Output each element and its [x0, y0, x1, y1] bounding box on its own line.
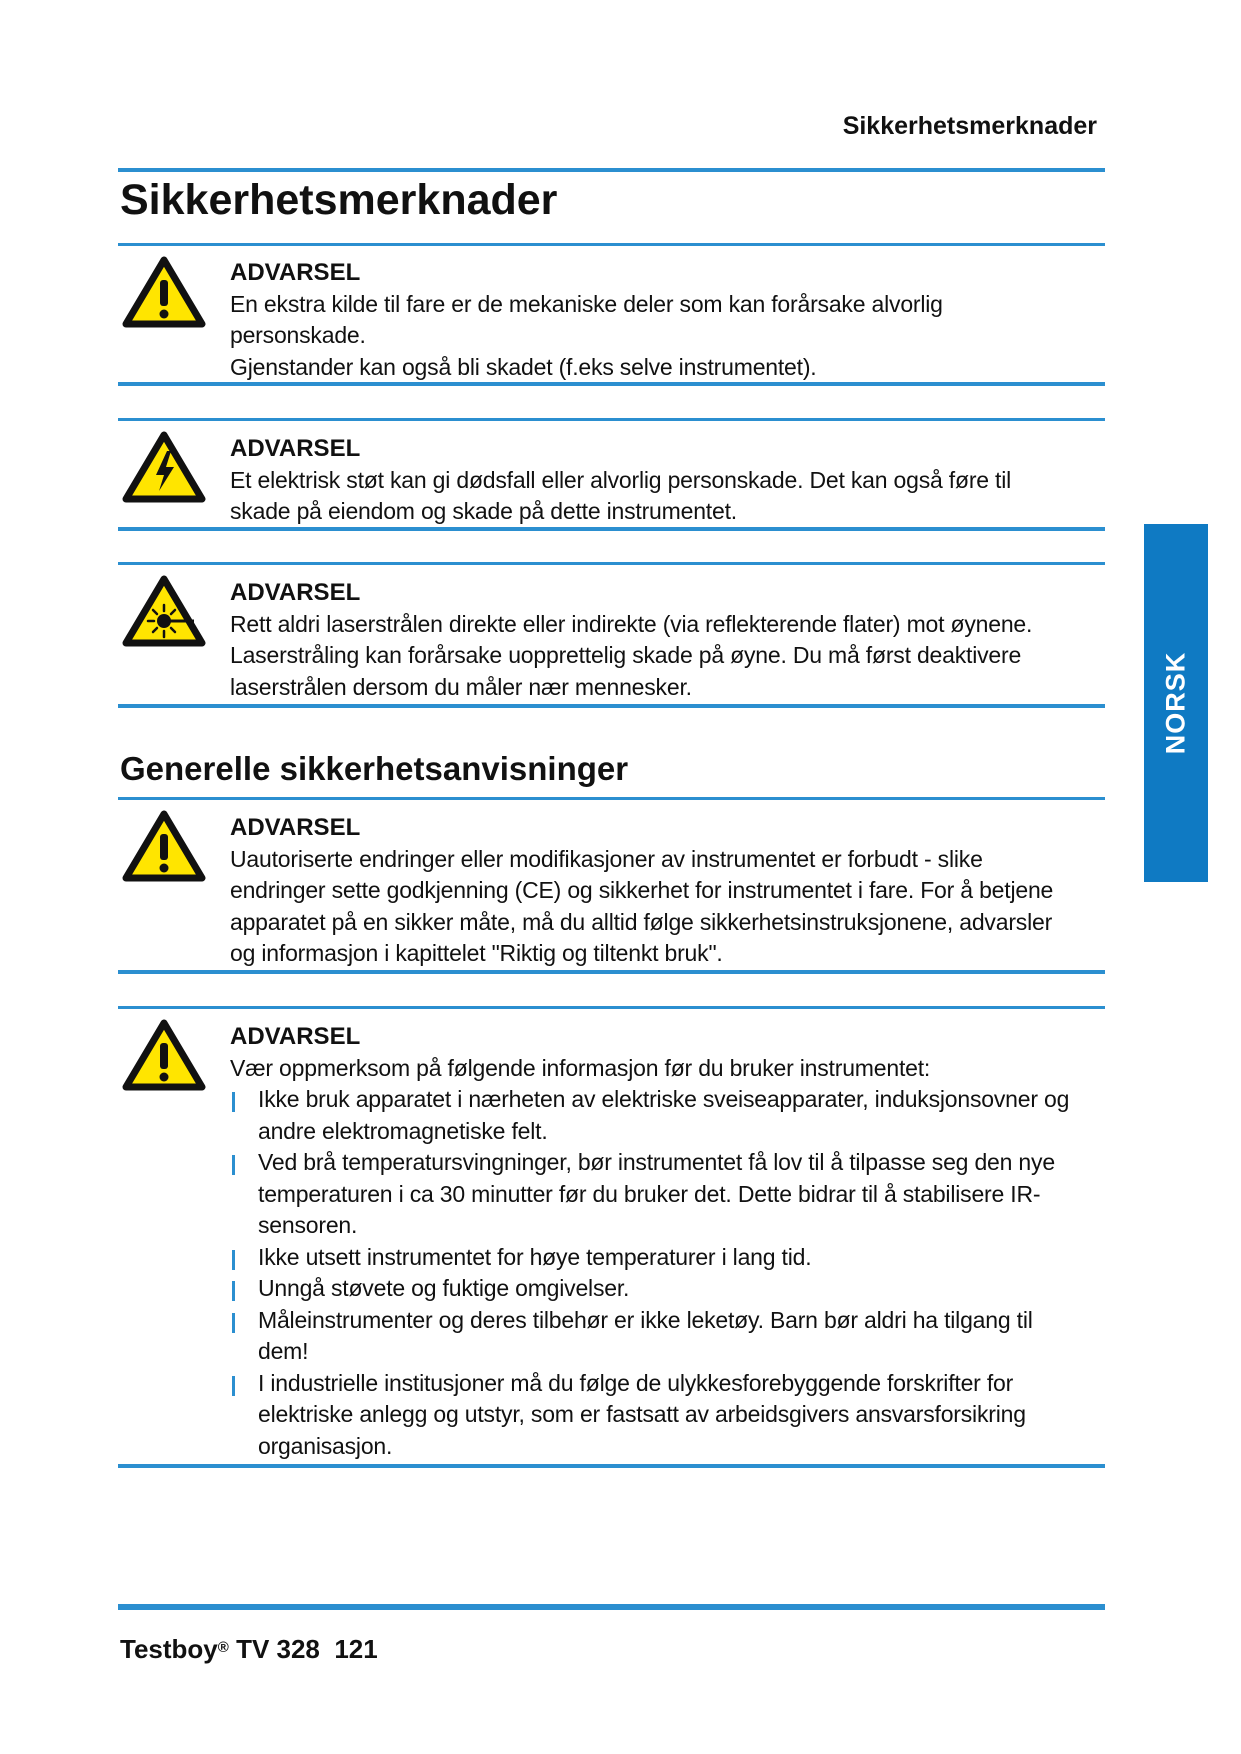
warning-mechanical [230, 257, 1090, 383]
section-rule [118, 562, 1105, 565]
warning-line: Et elektrisk støt kan gi dødsfall eller alvorlig personskade. Det kan også føre til skade på eiendom og skade på dette instrumentet. [230, 466, 1012, 524]
list-item: I industrielle institusjoner må du følge de ulykkesforebyggende forskrifter for elektriske anlegg og utstyr, som er fastsatt av arbeidsgivers ansvarsforsikring organisasjon. [230, 1368, 1048, 1463]
warning-line: Uautoriserte endringer eller modifikasjoner av instrumentet er forbudt - slike endringer sette godkjenning (CE) og sikkerhet for instrumentet i fare. For å betjene apparatet på en sikker måte, må du alltid følge sikkerhetsinstruksjonene, advarsler og informasjon i kapittelet "Riktig og tiltenkt bruk". [230, 845, 1054, 966]
section-rule [118, 527, 1105, 531]
warning-label: ADVARSEL [230, 579, 361, 606]
warning-modifications [230, 812, 1090, 970]
title-top-rule [118, 168, 1105, 172]
laser-warning-icon [122, 575, 206, 647]
precaution-list [230, 1084, 1090, 1462]
section-rule [118, 970, 1105, 974]
list-item: Ikke utsett instrumentet for høye temperaturer i lang tid. [230, 1242, 1090, 1274]
language-tab [1144, 524, 1208, 882]
registered-mark: ® [217, 1639, 229, 1656]
warning-line: Gjenstander kan også bli skadet (f.eks selve instrumentet). [230, 353, 817, 380]
section-rule [118, 418, 1105, 421]
warning-label: ADVARSEL [230, 435, 361, 462]
list-item: Unngå støvete og fuktige omgivelser. [230, 1273, 1090, 1305]
section-rule [118, 1464, 1105, 1468]
warning-label: ADVARSEL [230, 814, 361, 841]
section-heading: Generelle sikkerhetsanvisninger [120, 750, 629, 787]
warning-label: ADVARSEL [230, 1023, 361, 1050]
warning-intro: Vær oppmerksom på følgende informasjon før du bruker instrumentet: [230, 1054, 931, 1081]
list-item: Måleinstrumenter og deres tilbehør er ikke leketøy. Barn bør aldri ha tilgang til dem! [230, 1305, 1068, 1368]
title-bottom-rule [118, 243, 1105, 246]
section-rule [118, 797, 1105, 800]
footer-brand: Testboy [120, 1634, 218, 1664]
warning-laser [230, 577, 1090, 703]
section-rule [118, 1006, 1105, 1009]
footer-model: TV 328 [236, 1634, 320, 1664]
warning-label: ADVARSEL [230, 259, 361, 286]
general-warning-icon [122, 810, 206, 882]
section-rule [118, 382, 1105, 386]
list-item: Ikke bruk apparatet i nærheten av elektriske sveiseapparater, induksjonsovner og andre elektromagnetiske felt. [230, 1084, 1090, 1147]
page-number: 121 [334, 1634, 378, 1664]
warning-precautions [230, 1021, 1090, 1462]
general-warning-icon [122, 1019, 206, 1091]
footer-rule [118, 1604, 1105, 1610]
general-warning-icon [122, 256, 206, 328]
page-title: Sikkerhetsmerknader [120, 176, 558, 224]
running-header: Sikkerhetsmerknader [842, 112, 1097, 140]
warning-line: En ekstra kilde til fare er de mekaniske deler som kan forårsake alvorlig personskade. [230, 290, 943, 348]
section-rule [118, 704, 1105, 708]
list-item: Ved brå temperatursvingninger, bør instrumentet få lov til å tilpasse seg den nye temperaturen i ca 30 minutter før du bruker det. Dette bidrar til å stabilisere IR-sensoren. [230, 1147, 1068, 1242]
warning-line: Rett aldri laserstrålen direkte eller indirekte (via reflekterende flater) mot øynene. Laserstråling kan forårsake uopprettelig skade på øyne. Du må først deaktivere laserstrålen dersom du måler nær mennesker. [230, 610, 1033, 700]
language-tab-label: NORSK [1160, 651, 1191, 755]
footer [120, 1634, 378, 1665]
warning-electric [230, 433, 1090, 528]
electric-shock-icon [122, 431, 206, 503]
